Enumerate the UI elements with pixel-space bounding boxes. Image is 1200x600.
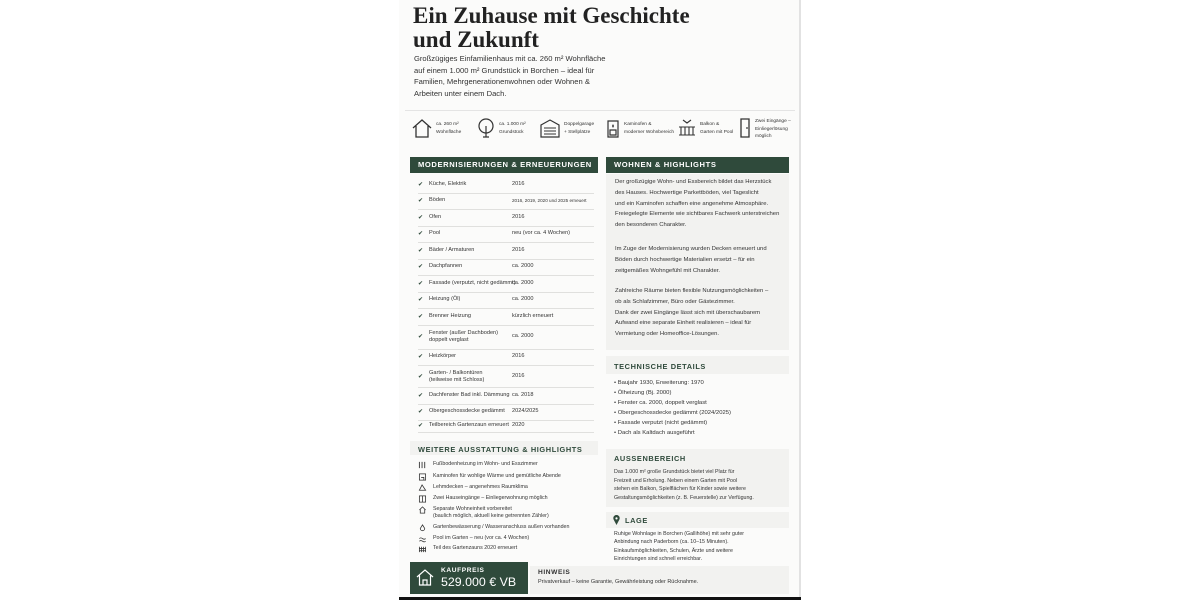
modernization-label: Pool (429, 230, 441, 236)
modernization-value: 2016 (512, 247, 525, 253)
outdoor-text: Das 1.000 m² große Grundstück bietet viel Platz für Freizeit und Erholung. Neben einem Garten mit Pool stehen ein Balkon, Spielflächen für Kinder sowie weitere Gestaltungsmöglichkeiten (z. B. Feuerstelle) zur Verfügung. (614, 469, 754, 501)
further-item-text: Teil des Gartenzauns 2020 erneuert (433, 545, 518, 551)
balcony-icon (678, 118, 696, 138)
check-icon: ✔ (418, 215, 424, 221)
check-icon: ✔ (418, 297, 424, 303)
bullet-icon: • (614, 420, 618, 426)
further-item-text: Gartenbewässerung / Wasseranschluss außen vorhanden (433, 524, 570, 530)
house-icon (412, 118, 432, 138)
feature-plot: ca. 1.000 m² Grundstück (477, 118, 526, 138)
outdoor-heading: AUSSENBEREICH (614, 454, 686, 463)
modernization-row (418, 210, 594, 227)
modernization-label: Böden (429, 197, 446, 203)
further-item-text: Pool im Garten – neu (vor ca. 4 Wochen) (433, 535, 530, 541)
further-item-text: Kaminofen für wohlige Wärme und gemütliche Abende (433, 473, 561, 479)
modernization-label: Brenner Heizung (429, 313, 471, 319)
further-item-text: Lehmdecken – angenehmes Raumklima (433, 484, 528, 490)
modernization-label: Dachpfannen (429, 263, 463, 269)
modernization-value: ca. 2000 (512, 333, 534, 339)
living-paragraph-1: Der großzügige Wohn- und Essbereich bildet das Herzstück des Hauses. Hochwertige Parkettböden, viel Tageslicht und ein Kaminofen schaffen eine angenehme Atmosphäre. Freiegelegte Elemente wie sichtbares Fachwerk unterstreichen den besonderen Charakter. (615, 179, 780, 229)
living-heading: WOHNEN & HIGHLIGHTS (606, 157, 789, 173)
modernization-label: Heizung (Öl) (429, 296, 461, 302)
feature-fireplace: Kaminofen & moderner Wohnbereich (606, 118, 674, 138)
modernization-row (418, 292, 594, 309)
price-value: 529.000 € VB (441, 575, 517, 589)
page-title: Ein Zuhause mit Geschichte und Zukunft (413, 3, 690, 52)
modernization-row (418, 259, 594, 276)
fireplace-icon (606, 118, 620, 138)
further-item-text: Fußbodenheizung im Wohn- und Esszimmer (433, 461, 538, 467)
bullet-icon: • (614, 430, 618, 436)
modernization-value: 2016, 2019, 2020 und 2025 erneuert (512, 198, 587, 203)
technical-item: • Obergeschossdecke gedämmt (2024/2025) (614, 410, 732, 416)
modernization-row (418, 309, 594, 326)
modernization-row (418, 404, 594, 421)
check-icon: ✔ (418, 264, 424, 270)
door-icon (739, 118, 751, 138)
check-icon: ✔ (418, 423, 424, 429)
feature-balcony: Balkon & Garten mit Pool (678, 118, 733, 138)
feature-row (405, 110, 795, 151)
modernization-value: 2020 (512, 422, 525, 428)
further-item-text: Separate Wohneinheit vorbereitet (baulich möglich, aktuell keine getrennten Zähler) (433, 506, 549, 519)
check-icon: ✔ (418, 409, 424, 415)
clay-icon (418, 484, 427, 492)
bullet-icon: • (614, 390, 618, 396)
modernization-row (418, 366, 594, 388)
house-icon (416, 568, 434, 586)
modernization-row (418, 349, 594, 366)
modernization-value: kürzlich erneuert (512, 313, 554, 319)
modernization-row (418, 226, 594, 243)
check-icon: ✔ (418, 334, 424, 340)
modernization-label: Garten- / Balkontüren (teilweise mit Schloss) (429, 369, 485, 383)
price-label: KAUFPREIS (441, 567, 485, 574)
check-icon: ✔ (418, 314, 424, 320)
location-heading: LAGE (625, 516, 648, 525)
modernization-value: 2016 (512, 181, 525, 187)
modernization-label: Bäder / Armaturen (429, 247, 475, 253)
bullet-icon: • (614, 410, 618, 416)
bullet-icon: • (614, 380, 618, 386)
modernization-value: ca. 2000 (512, 263, 534, 269)
modernization-value: 2016 (512, 372, 525, 379)
check-icon: ✔ (418, 373, 424, 380)
modernization-label: Heizkörper (429, 353, 457, 359)
modernization-value: neu (vor ca. 4 Wochen) (512, 230, 571, 236)
further-heading: WEITERE AUSSTATTUNG & HIGHLIGHTS (418, 445, 583, 454)
check-icon: ✔ (418, 182, 424, 188)
note-heading: HINWEIS (538, 569, 571, 576)
check-icon: ✔ (418, 231, 424, 237)
bullet-icon: • (614, 400, 618, 406)
modernizations-heading: MODERNISIERUNGEN & ERNEUERUNGEN (410, 157, 598, 173)
living-paragraph-2: Im Zuge der Modernisierung wurden Decken erneuert und Böden durch hochwertige Materialien ersetzt – für ein zeitgemäßes Wohngefühl mit Charakter. (615, 246, 767, 274)
modernization-value: ca. 2000 (512, 280, 534, 286)
water-icon (418, 524, 427, 532)
technical-item: • Fassade verputzt (nicht gedämmt) (614, 420, 708, 426)
modernization-value: 2024/2025 (512, 408, 539, 414)
modernization-label: Dachfenster Bad inkl. Dämmung (429, 392, 510, 398)
technical-item: • Dach als Kaltdach ausgeführt (614, 430, 695, 436)
check-icon: ✔ (418, 198, 424, 204)
check-icon: ✔ (418, 354, 424, 360)
entrance-icon (418, 495, 427, 503)
modernization-label: Obergeschossdecke gedämmt (429, 408, 505, 414)
further-item-text: Zwei Hauseingänge – Einliegerwohnung möglich (433, 495, 548, 501)
modernization-row (418, 193, 594, 210)
modernization-label: Küche, Elektrik (429, 181, 467, 187)
modernization-row (418, 177, 594, 194)
living-paragraph-3: Zahlreiche Räume bieten flexible Nutzungsmöglichkeiten – ob als Schlafzimmer, Büro oder Gästezimmer. Dank der zwei Eingänge lässt sich mit überschaubarem Aufwand eine separate Einheit realisieren – ideal für Vermietung oder Homeoffice-Lösungen. (615, 288, 769, 338)
house-icon (418, 506, 427, 514)
modernization-row (418, 243, 594, 260)
note-text: Privatverkauf – keine Garantie, Gewährleistung oder Rücknahme. (538, 579, 699, 585)
modernization-value: ca. 2018 (512, 392, 534, 398)
feature-entrances: Zwei Eingänge – Einliegerlösung möglich (739, 118, 791, 141)
fence-icon (418, 545, 427, 553)
tree-icon (477, 118, 495, 138)
price-box (410, 562, 528, 594)
location-text: Ruhige Wohnlage in Borchen (Gallihöhe) mit sehr guter Anbindung nach Paderborn (ca. 10–15 Minuten). Einkaufsmöglichkeiten, Schulen, Ärzte und weitere Einrichtungen sind schnell erreichbar. (614, 531, 745, 563)
feature-living-area: ca. 260 m² Wohnfläche (412, 118, 461, 138)
modernization-row (418, 420, 594, 433)
technical-heading: TECHNISCHE DETAILS (614, 362, 706, 371)
modernization-label: Fenster (außer Dachboden) doppelt verglast (429, 330, 499, 343)
technical-item: • Fenster ca. 2000, doppelt verglast (614, 400, 707, 406)
modernization-label: Fassade (verputzt, nicht gedämmt) (429, 280, 516, 286)
map-pin-icon (613, 515, 620, 525)
check-icon: ✔ (418, 281, 424, 287)
modernization-label: Teilbereich Gartenzaun erneuert (429, 422, 509, 428)
technical-item: • Baujahr 1930, Erweiterung: 1970 (614, 380, 704, 386)
feature-garage: Doppelgarage + Stellplätze (540, 118, 594, 138)
technical-item: • Ölheizung (Bj. 2000) (614, 390, 672, 396)
check-icon: ✔ (418, 248, 424, 254)
pool-icon (418, 535, 427, 543)
modernization-row (418, 325, 594, 350)
modernization-value: ca. 2000 (512, 296, 534, 302)
modernization-label: Ofen (429, 214, 442, 220)
garage-icon (540, 118, 560, 138)
intro-text: Großzügiges Einfamilienhaus mit ca. 260 m² Wohnfläche auf einem 1.000 m² Grundstück in Borchen – ideal für Familien, Mehrgenerationenwohnen oder Wohnen & Arbeiten unter einem Dach. (414, 54, 606, 98)
modernization-value: 2016 (512, 353, 525, 359)
modernization-value: 2016 (512, 214, 525, 220)
fireplace-icon (418, 473, 427, 481)
modernization-row (418, 388, 594, 405)
right-margin (799, 0, 801, 600)
modernization-row (418, 276, 594, 293)
floor-heating-icon (418, 461, 427, 469)
check-icon: ✔ (418, 393, 424, 399)
